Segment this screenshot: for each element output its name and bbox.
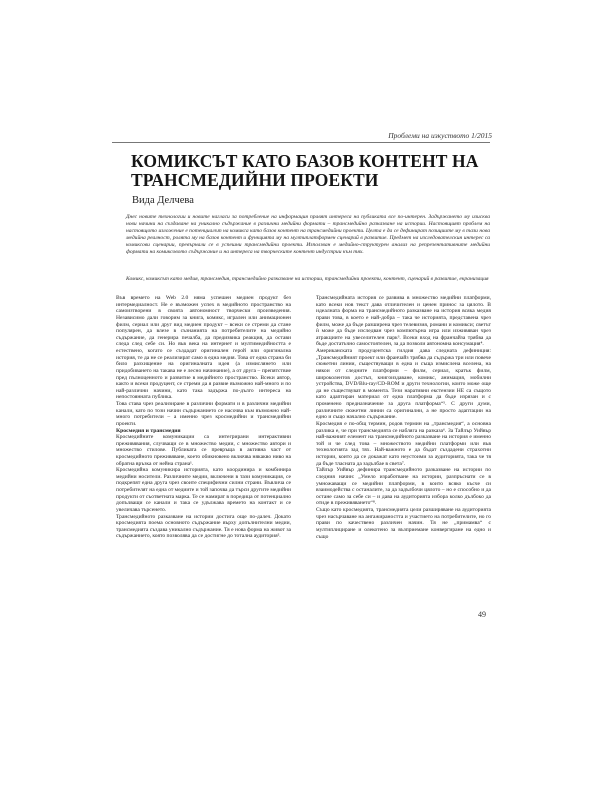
right-column: [316, 295, 491, 540]
page-number: 49: [478, 610, 486, 619]
paragraph: Трансмедийната история се развива в множество медийни платформи, като всеки нов текст дава отличителен и ценен принос за цялото. В идеалната форма на трансмедийното разказване на история всяка медия прави това, в което е най-добра – така че историята, представена чрез филм, може да бъде разширена чрез телевизия, романи и комикси; светът ѝ може да бъде изследван чрез компютърна игра или изживяван чрез атракциите на увеселителен парк³. Всеки вход на франчайза трябва да бъде достатъчно самостоятелен, за да позволи автономна консумация⁴.: [316, 295, 491, 348]
paragraph: Кросмедийните комуникации са интегрирани интерактивни преживявания, случващи се в множество медии, с множество автори и множество стилове. Публиката се превръща в активна част от кросмедийното преживяване, което обикновено включва някакво ниво на обратна връзка от нейна страна¹.: [116, 434, 291, 467]
abstract: Днес новите технологии и новите нагласи за потребление на информация правят интереса на публиката все по-интерен. Задържането му изисква нови начини на създаване на уникално съдържание в различни медийни формати – трансмедийно разказване на истории. Настоящият проблем на настоящото изложение е потенциалът на комикса като базов контент на трансмедийни проекти. Целта е да се дефинират позициите му в тази нова медийна реалност, ролята му на базов контент и функцията му на мултиплатформен сценарий в развитие. Предмет на изследователския интерес са комиксови сценарии, превърнали се в успешни трансмедийни проекти. Използван е медийно-структурен анализ на репрезентативните медийни формати на комиксовото съдържание и на интереса на творческите контент индустрии към тях.: [126, 214, 490, 255]
header-rule: [112, 142, 490, 143]
section-heading: Кросмедия и трансмедия: [116, 427, 181, 434]
author-name: Вида Делчева: [132, 195, 194, 206]
left-column: [116, 295, 291, 540]
paragraph: Също като кросмедията, трансмедията цели разширяване на аудиторията чрез насърчаване на ангажираността и участието на потребителите, но го прави по качествено различен начин. Тя не „примамва“ с мултиплициране и олекотено за възприемане конвергиране на едно и също: [316, 507, 491, 540]
paragraph: Това става чрез реализиране в различни формати и в различни медийни канали, като по този начин съдържанието се насочва към възможно най-много потребители – а именно чрез кросмедийни и трансмедийни проекти.: [116, 401, 291, 427]
article-title: КОМИКСЪТ КАТО БАЗОВ КОНТЕНТ НА ТРАНСМЕДИЙНИ ПРОЕКТИ: [131, 151, 479, 190]
paragraph: Кросмедийна комуникира историята, като координира и комбинира медийни носители. Различните медии, включени в тази комуникация, се подкрепят една друга чрез своите специфични силни страни. Въвлича се потребителят на една от медиите и той започва да търси другите медийни продукти от съответната марка. Те се намират в поредица от потенциално допълващи се канали и така се удължава времето на контакт и се увеличава търсенето.: [116, 467, 291, 513]
paragraph: Тайлър Уийвър дефинира трансмедийното разказване на истории по следния начин: „Умело изработване на истории, разпръснати се в умножаващи се медийни платформи, в които всяко късче си взаимодейства с останалите, за да задълбочи цялото – но е способно и да остане само за себе си – и дава на аудиторията избора колко дълбоко да отиде в преживяването“⁸.: [316, 467, 491, 507]
paragraph: Трансмедийното разказване на истории достига още по-далеч. Докато кросмедията поема основното съдържание върху допълнителни медии, трансмедията създава уникално съдържание. Тя е нова форма на живот за съдържанието, която позволява да се достигне до тотална аудитория².: [116, 513, 291, 540]
paragraph: Във времето на Web 2.0 няма успешен медиен продукт без интермедиалност. Не е възможен успех в медийното пространство на самоизтворени в своята автономност творчески произведения. Независимо дали говорим за книга, комикс, игрален или анимационен филм, сериал или друг вид медиен продукт – всеки се стреми да стане популярен, да влезе в съзнанията на потребителите на медийно съдържание, да генерира печалба, да предизвика реакция, да остави следа след себе си. Но във века на интернет и мултимедийността е естествено, когато се създадат оригинален герой или оригинална история, те да не се реализират само в една медия. Това от една страна би било разхищение на оригиналната идея (а измислянето или придобиването на такава не е лесно начинание), а от друга – препятствие пред пълноценното и развитие в медийното пространство. Всеки автор, както и всеки продуцент, се стреми да я развие възможно най-много и по най-различни начини, като така задържа по-дълго интереса на непостоянната публика.: [116, 295, 291, 401]
keywords: Комикс, комиксът като медия, трансмедия, трансмедийно разказване на истории, трансмедийни проекти, контент, сценарий в развитие, екранизация: [126, 276, 489, 282]
paragraph: Кросмедия е по-общ термин, родов термин на „трансмедия“, а основна разлика е, че при трансмедията се набляга на разказа⁶. За Тайлър Уийвър най-важният елемент на трансмедийното разказване на история е именно той и че след това – множеството медийни платформи или във технологията зад тях. Най-важното е да бъдат създадени страхотни истории, които да се докажат като неустоими за аудиторията, така че тя да бъде тласната да задълбае в света⁷.: [316, 420, 491, 467]
paragraph: Американската продуцентска гилдия дава следната дефиниция: „Трансмедийният проект или франчайз трябва да съдържа три или повече сюжетни линии, съществуващи в една и съща измислена вселена, на някои от следните платформи – филм, сериал, кратък филм, широколентов достъп, книгоиздаване, комикс, анимация, мобилни устройства, DVD/Blu-ray/CD-ROM и други технологии, които може още да не съществуват в момента. Тези наративни екстензии НЕ са същото като адаптиран материал от една платформа да бъде изрязан и с променено предназначение за друга платформа“⁵. С други думи, различните сюжетни линии са оригинални, а не просто адаптации на едно и също начално съдържание.: [316, 348, 491, 421]
running-head: Проблеми на изкуството 1/2015: [388, 131, 492, 140]
